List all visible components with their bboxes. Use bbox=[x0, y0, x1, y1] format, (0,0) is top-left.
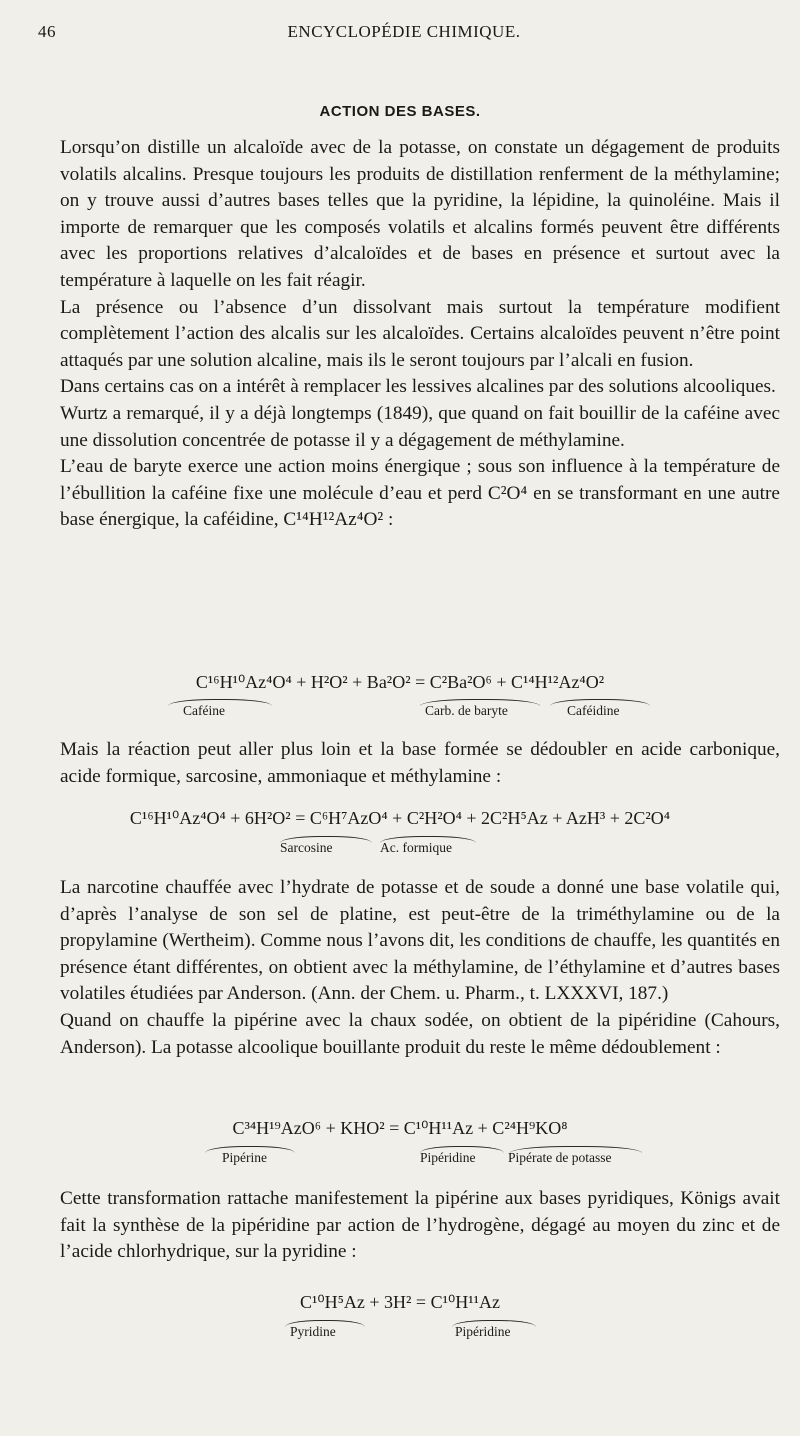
label-piperine: Pipérine bbox=[222, 1150, 267, 1165]
text-block-1 bbox=[60, 135, 780, 534]
text-block-2 bbox=[60, 737, 780, 790]
paragraph: Dans certains cas on a intérêt à remplacer les lessives alcalines par des solutions alcooliques. bbox=[60, 376, 776, 398]
label-piperidine-2: Pipéridine bbox=[455, 1324, 511, 1339]
label-cafeidine: Caféidine bbox=[567, 703, 620, 718]
equation-3: C³⁴H¹⁹AzO⁶ + KHO² = C¹⁰H¹¹Az + C²⁴H⁹KO⁸ bbox=[232, 1118, 568, 1138]
equation-2: C¹⁶H¹⁰Az⁴O⁴ + 6H²O² = C⁶H⁷AzO⁴ + C²H²O⁴ + 2C²H⁵Az + AzH³ + 2C²O⁴ bbox=[129, 808, 671, 828]
equation-4: C¹⁰H⁵Az + 3H² = C¹⁰H¹¹Az bbox=[300, 1292, 500, 1312]
text-block-4 bbox=[60, 1186, 780, 1266]
label-piperate-de-potasse: Pipérate de potasse bbox=[508, 1150, 612, 1165]
paragraph: Cette transformation rattache manifestement la pipérine aux bases pyridiques, Königs avait fait la synthèse de la pipéridine par action de l’hydrogène, dégagé au moyen du zinc et de l’acide chlorhydrique, sur la pyridine : bbox=[60, 1188, 780, 1263]
paragraph: Mais la réaction peut aller plus loin et la base formée se dédoubler en acide carbonique, acide formique, sarcosine, ammoniaque et méthylamine : bbox=[60, 739, 780, 787]
page-header bbox=[38, 22, 770, 48]
label-pyridine: Pyridine bbox=[290, 1324, 336, 1339]
label-piperidine: Pipéridine bbox=[420, 1150, 476, 1165]
paragraph: La narcotine chauffée avec l’hydrate de potasse et de soude a donné une base volatile qui, d’après l’analyse de son sel de platine, est peut-être de la triméthylamine ou de la propylamine (Wertheim). Comme nous l’avons dit, les conditions de chauffe, les quantités en présence étant différentes, on obtient avec la méthylamine, de l’éthylamine et d’autres bases volatiles étudiées par Anderson. (Ann. der Chem. u. Pharm., t. LXXXVI, 187.) bbox=[60, 877, 780, 1005]
equation-1: C¹⁶H¹⁰Az⁴O⁴ + H²O² + Ba²O² = C²Ba²O⁶ + C¹⁴H¹²Az⁴O² bbox=[195, 672, 605, 692]
page-number: 46 bbox=[38, 22, 56, 41]
running-title: ENCYCLOPÉDIE CHIMIQUE. bbox=[287, 22, 521, 41]
paragraph: Quand on chauffe la pipérine avec la chaux sodée, on obtient de la pipéridine (Cahours, Anderson). La potasse alcoolique bouillante produit du reste le même dédoublement : bbox=[60, 1009, 780, 1058]
label-acide-formique: Ac. formique bbox=[380, 840, 452, 855]
label-sarcosine: Sarcosine bbox=[280, 840, 333, 855]
paragraph: Lorsqu’on distille un alcaloïde avec de la potasse, on constate un dégagement de produits volatils alcalins. Presque toujours les produits de distillation renferment de la méthylamine; on y trouve aussi d’autres bases telles que la pyridine, la lépidine, la quinoléine. Mais il importe de remarquer que les composés volatils et alcalins formés peuvent être différents avec les proportions relatives d’alcaloïdes et de bases en présence et surtout avec la température à laquelle on les fait réagir. bbox=[60, 137, 780, 291]
paragraph: Wurtz a remarqué, il y a déjà longtemps (1849), que quand on fait bouillir de la caféine avec une dissolution concentrée de potasse il y a dégagement de méthylamine. bbox=[60, 402, 780, 451]
label-carbonate: Carb. de baryte bbox=[425, 703, 508, 718]
section-title: ACTION DES BASES. bbox=[319, 103, 481, 120]
label-cafeine: Caféine bbox=[183, 703, 225, 718]
paragraph: L’eau de baryte exerce une action moins énergique ; sous son influence à la température de l’ébullition la caféine fixe une molécule d’eau et perd C²O⁴ en se transformant en une autre base énergique, la caféidine, C¹⁴H¹²Az⁴O² : bbox=[60, 456, 780, 531]
paragraph: La présence ou l’absence d’un dissolvant mais surtout la température modifient complètement l’action des alcalis sur les alcaloïdes. Certains alcaloïdes peuvent n’être point attaqués par une solution alcaline, mais ils le seront toujours par l’alcali en fusion. bbox=[60, 296, 780, 371]
text-block-3 bbox=[60, 875, 780, 1061]
